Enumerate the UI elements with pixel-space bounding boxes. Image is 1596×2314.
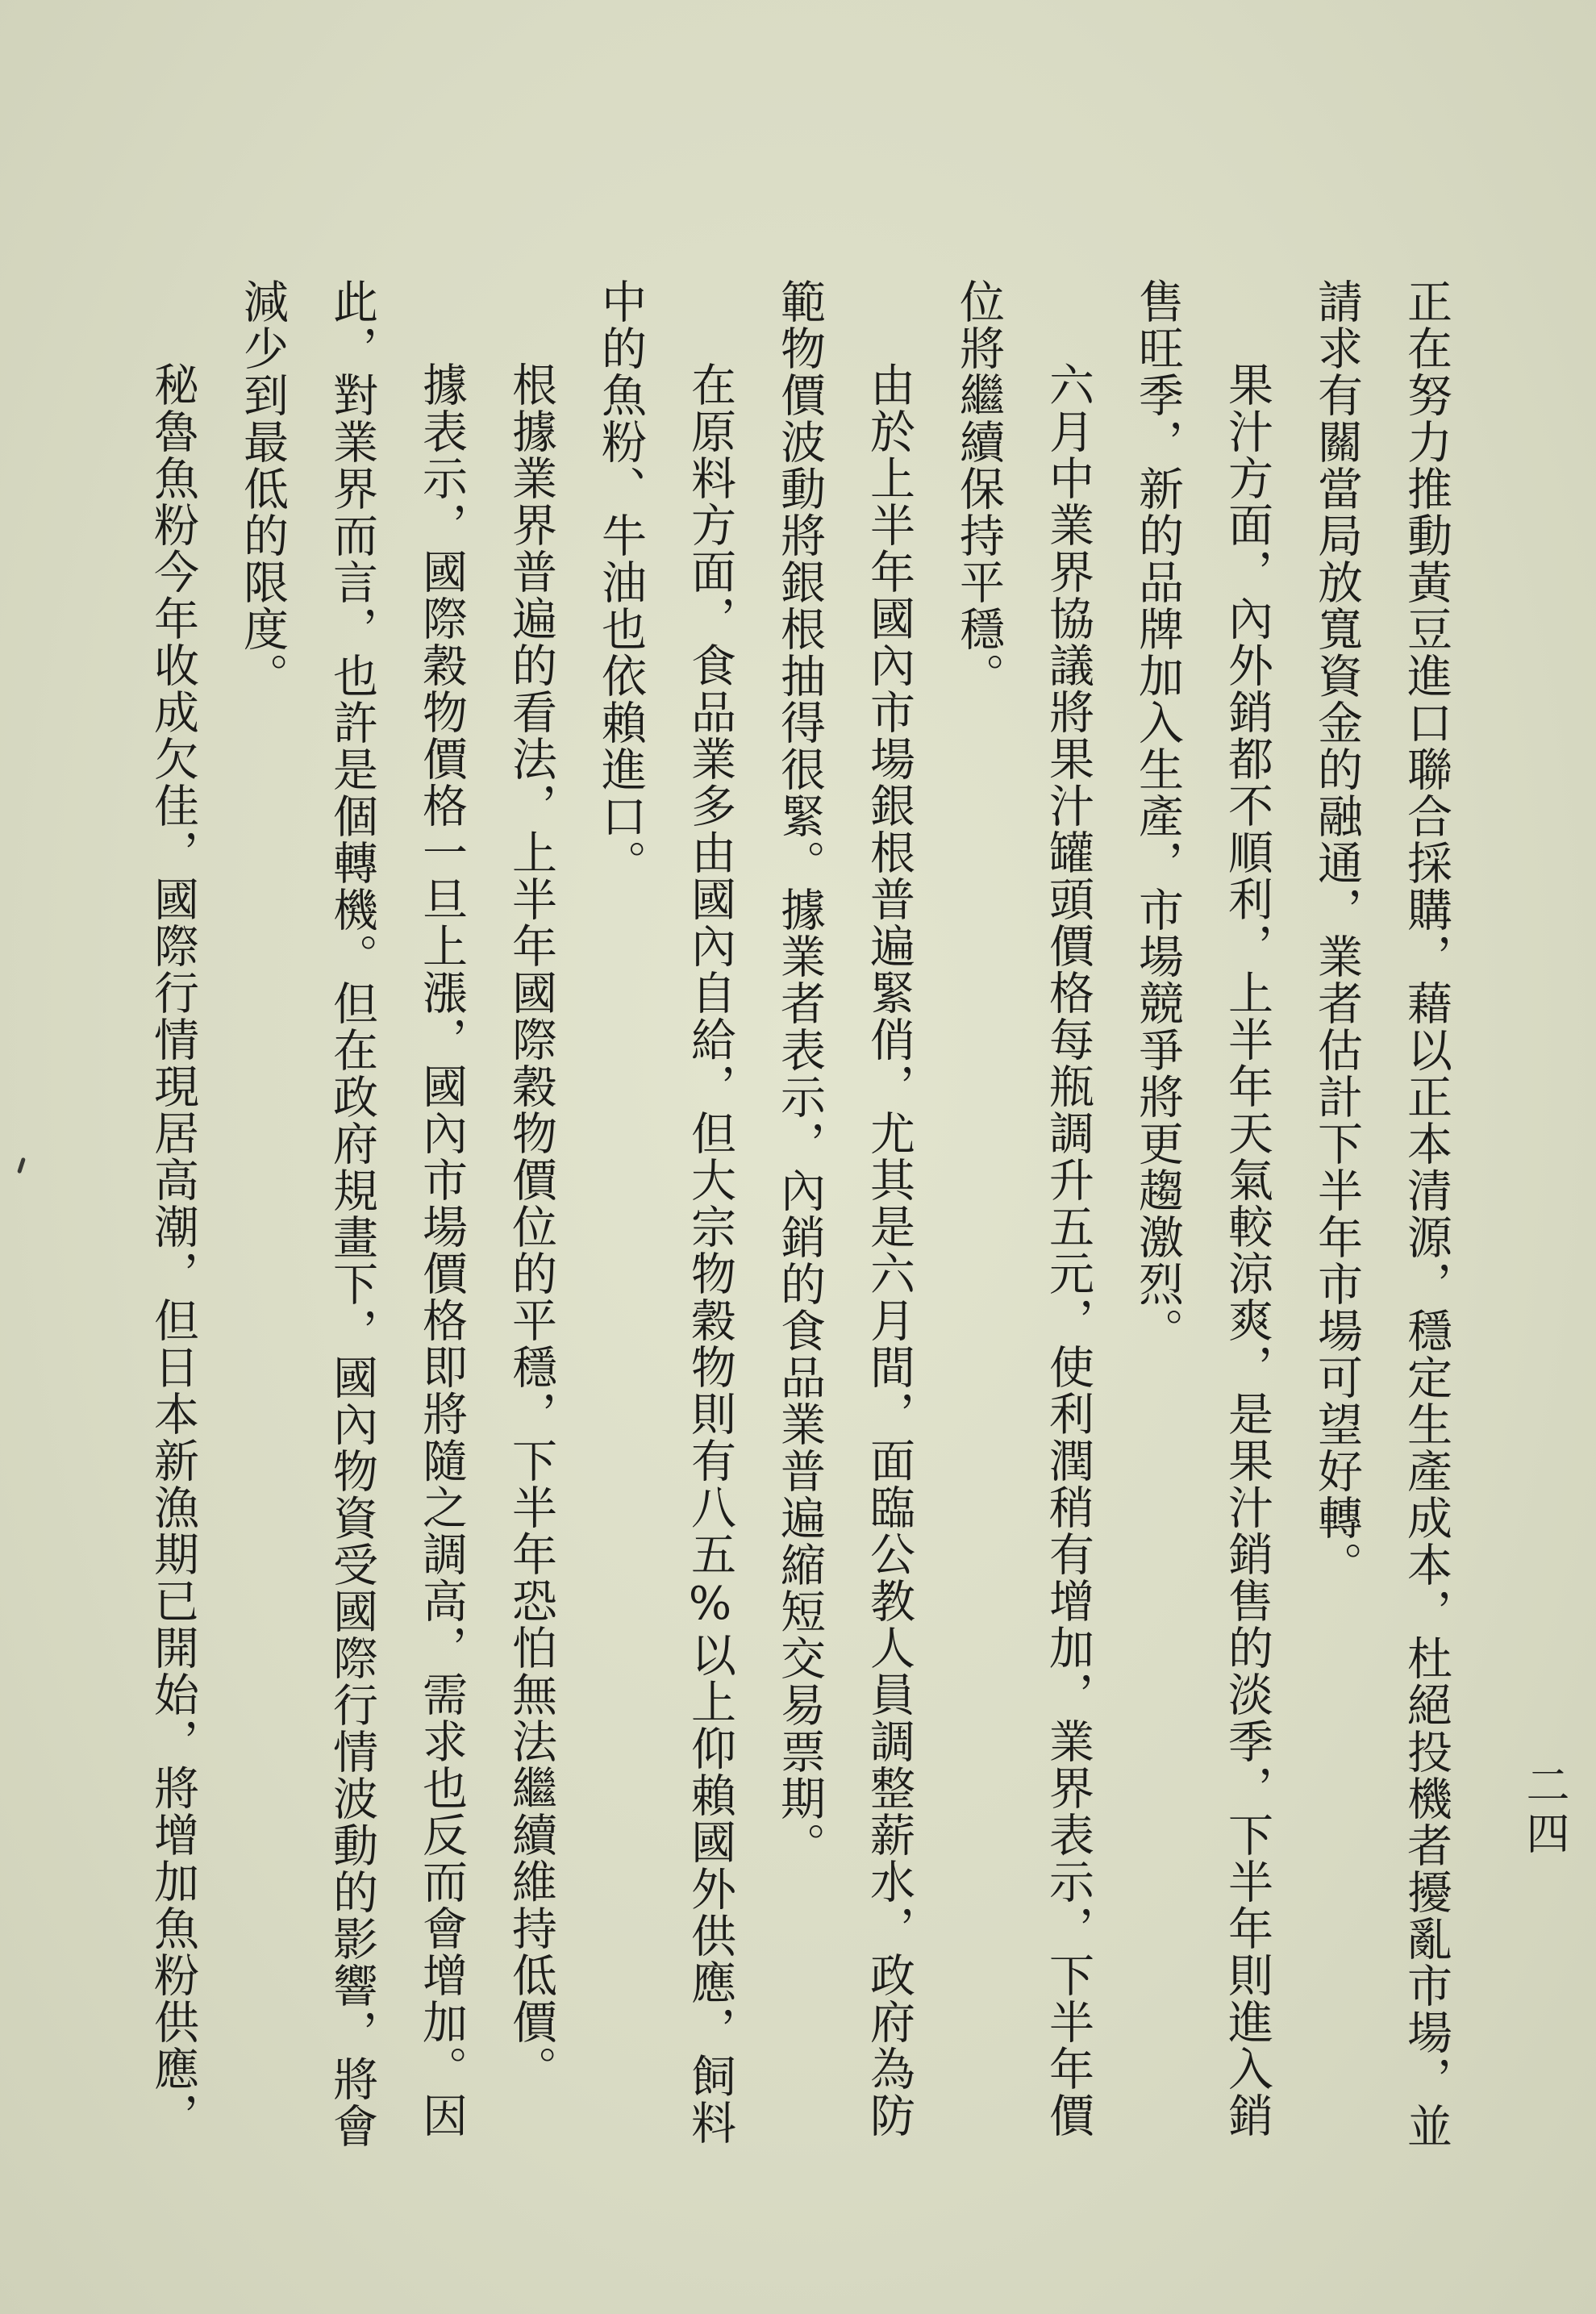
page-number: 二四: [1519, 1762, 1570, 1859]
text-line-6: 位將繼續保持平穩。: [952, 278, 1005, 699]
text-line-1: 正在努力推動黃豆進口聯合採購，藉以正本清源，穩定生產成本，杜絕投機者擾亂市場，並: [1400, 278, 1452, 2149]
text-line-12: 據表示，國際穀物價格一旦上漲，國內市場價格即將隨之調高，需求也反而會增加。因: [415, 361, 468, 2139]
text-line-3: 果汁方面，內外銷都不順利，上半年天氣較涼爽，是果汁銷售的淡季，下半年則進入銷: [1221, 361, 1273, 2139]
text-line-14: 減少到最低的限度。: [236, 278, 289, 699]
text-line-2: 請求有關當局放寬資金的融通，業者估計下半年市場可望好轉。: [1311, 278, 1363, 1588]
text-line-8: 範物價波動將銀根抽得很緊。據業者表示，內銷的食品業普遍縮短交易票期。: [773, 278, 826, 1869]
text-line-15: 秘魯魚粉今年收成欠佳，國際行情現居高潮，但日本新漁期已開始，將增加魚粉供應，: [147, 361, 199, 2139]
text-line-13: 此，對業界而言，也許是個轉機。但在政府規畫下，國內物資受國際行情波動的影響，將會: [326, 278, 378, 2149]
text-line-10: 中的魚粉、牛油也依賴進口。: [594, 278, 647, 886]
text-line-7: 由於上半年國內市場銀根普遍緊俏，尤其是六月間，面臨公教人員調整薪水，政府為防: [863, 361, 915, 2139]
text-line-4: 售旺季，新的品牌加入生產，市場競爭將更趨激烈。: [1131, 278, 1184, 1354]
text-line-11: 根據業界普遍的看法，上半年國際穀物價位的平穩，下半年恐怕無法繼續維持低價。: [505, 361, 557, 2092]
text-line-9: 在原料方面，食品業多由國內自給，但大宗物穀物則有八五%以上仰賴國外供應，飼料: [684, 361, 736, 2146]
scan-speck: [17, 1157, 26, 1174]
text-line-5: 六月中業界協議將果汁罐頭價格每瓶調升五元，使利潤稍有增加，業界表示，下半年價: [1042, 361, 1094, 2139]
